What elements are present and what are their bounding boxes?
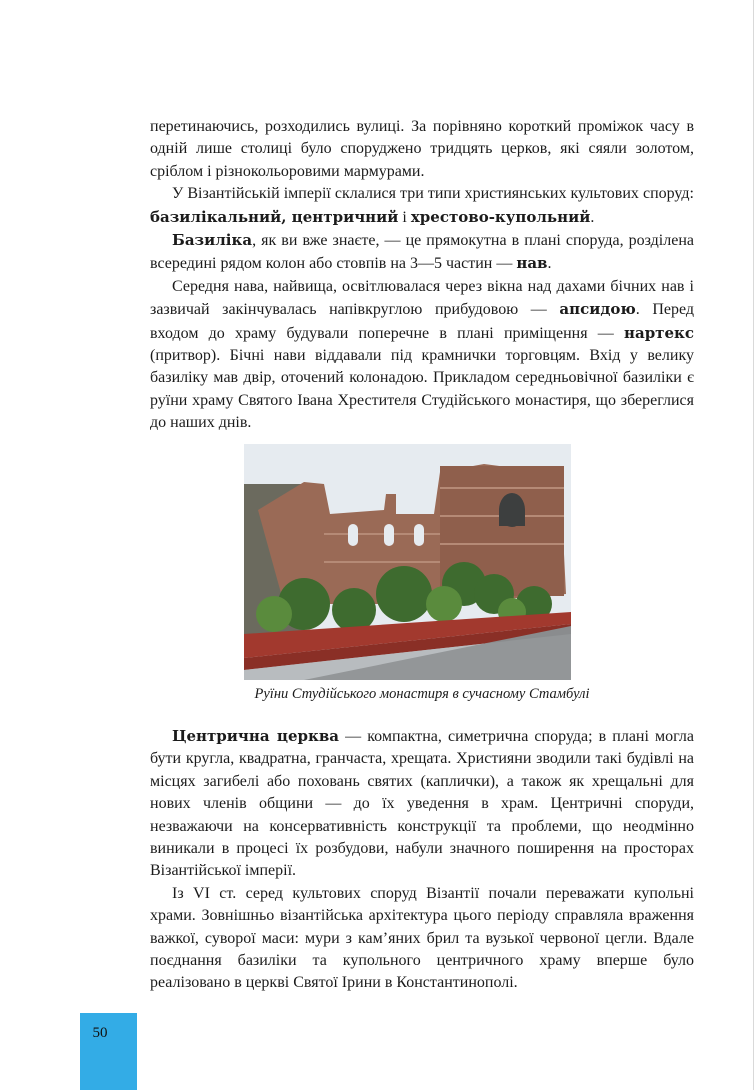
bold-term: нартекс (624, 323, 694, 342)
monastery-photo (244, 444, 571, 680)
text-run: перетинаючись, розходились вулиці. За порівняно короткий проміжок часу в одній лише столиці було споруджено тридцять церков, які сяяли золотом, сріблом і різнокольоровими мармурами. (150, 118, 694, 180)
text-run: . Перед входом до храму будували поперечне в плані приміщення — (150, 301, 695, 342)
bold-term: апсидою (559, 300, 636, 319)
paragraph (150, 883, 694, 995)
text-run: , як ви вже знаєте, — це прямокутна в плані споруда, розділена всередині рядом колон або стовпів на 3—5 частин — (150, 232, 694, 273)
paragraph (150, 725, 694, 883)
bold-term: Центрична церква (172, 727, 340, 745)
bold-term: базилікальний, центричний (150, 207, 399, 226)
paragraph (150, 276, 694, 435)
text-run: Із VI ст. серед культових споруд Візантії почали переважати купольні храми. Зовнішньо візантійська архітектура цього періоду справляла враження важкої, суворої маси: мури з кам’яних брил та вузької червоної цегли. Вдале поєднання базиліки та купольного центричного храму вперше було реалізовано в церкві Святої Ірини в Константинополі. (150, 884, 694, 992)
text-run: Середня нава, найвища, освітлювалася через вікна над дахами бічних нав і зазвичай закінчувалась напівкруглою прибудовою — (150, 277, 694, 319)
text-block-top (150, 116, 694, 435)
page-number: 50 (92, 1025, 108, 1041)
text-run: . (590, 208, 595, 226)
text-run: (притвор). Бічні нави віддавали під крамнички торговцям. Вхід у велику базиліку мав двір, оточений колонадою. Прикладом середньовічної базиліки є руїни храму Святого Івана Хрестителя Студійського монастиря, що збереглися до наших днів. (150, 347, 694, 432)
bold-term: нав (516, 254, 548, 273)
page-number-tab (80, 1013, 137, 1090)
paragraph (150, 183, 694, 229)
text-run: і (398, 208, 411, 226)
text-run: У Візантійській імперії склалися три типи християнських культових споруд: (172, 185, 694, 203)
figure-caption: Руїни Студійського монастиря в сучасному Стамбулі (254, 686, 590, 702)
paragraph (150, 229, 694, 276)
text-block-bottom (150, 725, 694, 995)
text-run: — компактна, симетрична споруда; в плані могла бути кругла, квадратна, гранчаста, хрещата. Християни зводили такі будівлі на місцях загибелі або поховань святих (каплички), а також як хрещальні для нових членів общини — до їх уведення в храм. Центричні споруди, незважаючи на консервативність конструкції та проблеми, що неодмінно виникали в процесі їх розбудови, набули значного поширення на просторах Візантійської імперії. (150, 728, 694, 880)
paragraph (150, 116, 694, 183)
text-run: . (547, 255, 552, 273)
bold-term: Базиліка (172, 231, 253, 250)
bold-term: хрестово-купольний (410, 207, 591, 226)
